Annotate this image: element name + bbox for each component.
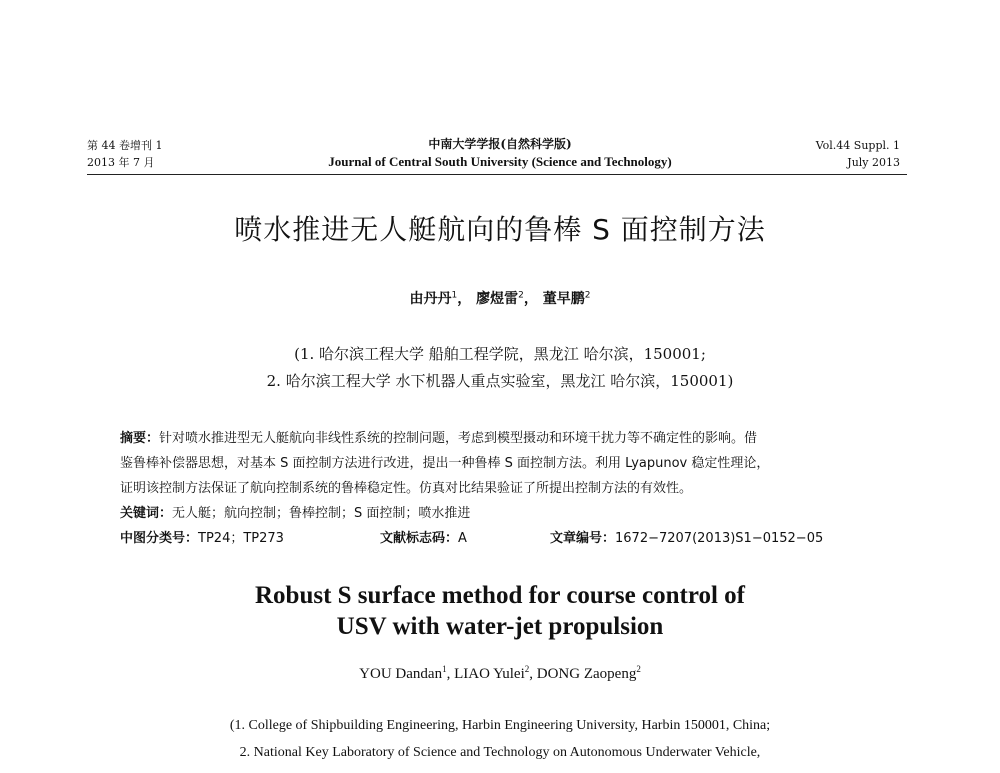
volume-issue: 第 44 卷增刊 1: [87, 139, 163, 152]
journal-name-cn: 中南大学学报(自然科学版): [428, 137, 572, 151]
author-name: 董早鹏: [542, 291, 585, 307]
article-number-value: 1672−7207(2013)S1−0152−05: [615, 531, 824, 546]
author-name-en: LIAO Yulei: [454, 666, 525, 682]
publication-date-cn: 2013 年 7 月: [87, 156, 155, 169]
abstract-line-3: 证明该控制方法保证了航向控制系统的鲁棒稳定性。仿真对比结果验证了所提出控制方法的有效性。: [120, 481, 693, 496]
clc-label: 中图分类号：: [120, 531, 199, 546]
header-divider: [87, 174, 907, 175]
author-affiliation-mark: 1: [451, 290, 458, 301]
author-name-en: DONG Zaopeng: [536, 666, 637, 682]
author-affiliation-mark: 2: [518, 290, 524, 301]
affiliation-en-1: (1. College of Shipbuilding Engineering, Harbin Engineering University, Harbin 150001, China;: [229, 718, 771, 733]
author-affiliation-mark: 2: [636, 664, 641, 674]
article-number: [550, 530, 823, 548]
volume-supplement: Vol.44 Suppl. 1: [815, 139, 900, 152]
keywords-text: 无人艇；航向控制；鲁棒控制；S 面控制；喷水推进: [172, 506, 471, 521]
author-name: 廖煜雷: [476, 291, 519, 307]
document-code-label: 文献标志码：: [380, 531, 459, 546]
paper-title-en-line-2: USV with water-jet propulsion: [336, 613, 664, 640]
author-list-en: YOU Dandan$^1$, LIAO Yulei$^2$, DONG Zaopeng$^2$: [359, 664, 641, 682]
author-affiliation-mark: 1: [442, 664, 447, 674]
paper-title-cn: 喷水推进无人艇航向的鲁棒 S 面控制方法: [234, 213, 766, 246]
document-code-value: A: [458, 531, 467, 546]
author-affiliation-mark: 2: [524, 664, 530, 674]
abstract-line-2: 鉴鲁棒补偿器思想，对基本 S 面控制方法进行改进，提出一种鲁棒 S 面控制方法。利用 Lyapunov 稳定性理论，: [120, 456, 770, 471]
clc-value: TP24；TP273: [198, 531, 284, 546]
author-affiliation-mark: 2: [584, 290, 591, 301]
article-number-label: 文章编号：: [550, 531, 616, 546]
affiliation-en-2: 2. National Key Laboratory of Science and Technology on Autonomous Underwater Vehicle,: [239, 745, 761, 760]
affiliation-cn-1: (1. 哈尔滨工程大学 船舶工程学院，黑龙江 哈尔滨，150001;: [294, 345, 706, 363]
paper-title-en-line-1: Robust S surface method for course control of: [254, 582, 745, 609]
abstract-text: 针对喷水推进型无人艇航向非线性系统的控制问题，考虑到模型摄动和环境干扰力等不确定性的影响。借: [159, 431, 758, 446]
document-code: [380, 530, 467, 548]
keywords-label: 关键词：: [120, 506, 173, 521]
journal-name-en: Journal of Central South University (Science and Technology): [328, 154, 672, 169]
affiliation-cn-2: 2. 哈尔滨工程大学 水下机器人重点实验室，黑龙江 哈尔滨，150001): [266, 372, 734, 390]
clc-number: [120, 530, 284, 548]
abstract-line-1: [120, 430, 757, 448]
keywords: [120, 505, 470, 523]
abstract-label: 摘要：: [120, 431, 160, 446]
author-list-cn: 由丹丹$^1$， 廖煜雷$^2$， 董早鹏$^2$: [409, 290, 591, 307]
journal-volume-info-en: [816, 137, 900, 171]
author-name: 由丹丹: [409, 291, 452, 307]
author-name-en: YOU Dandan: [359, 666, 443, 682]
publication-date-en: July 2013: [847, 156, 900, 169]
